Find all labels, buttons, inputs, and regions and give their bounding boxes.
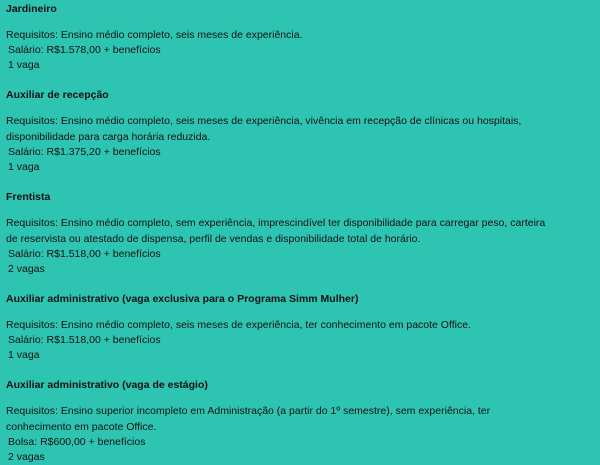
job-listing-auxiliar-administrativo-simm-mulher	[6, 290, 594, 363]
job-title: Frentista	[6, 191, 51, 203]
job-title: Auxiliar de recepção	[6, 89, 109, 101]
job-listing-frentista	[6, 188, 594, 277]
job-requirements: Requisitos: Ensino médio completo, seis meses de experiência.	[6, 29, 303, 41]
job-salary: Bolsa: R$600,00 + benefícios	[8, 436, 146, 448]
job-openings: 1 vaga	[8, 161, 40, 173]
job-title: Auxiliar administrativo (vaga de estágio)	[6, 379, 208, 391]
job-openings: 2 vagas	[8, 263, 45, 275]
job-listing-auxiliar-administrativo-estagio	[6, 376, 594, 465]
job-requirements: Requisitos: Ensino médio completo, seis meses de experiência, vivência em recepção de clínicas ou hospitais, disponibilidade para carga horária reduzida.	[6, 115, 522, 143]
job-requirements: Requisitos: Ensino superior incompleto em Administração (a partir do 1º semestre), sem experiência, ter conhecimento em pacote Office.	[6, 405, 491, 433]
job-title: Jardineiro	[6, 3, 57, 15]
job-salary: Salário: R$1.578,00 + benefícios	[8, 44, 161, 56]
job-openings: 1 vaga	[8, 59, 40, 71]
job-title: Auxiliar administrativo (vaga exclusiva para o Programa Simm Mulher)	[6, 293, 359, 305]
job-salary: Salário: R$1.375,20 + benefícios	[8, 146, 161, 158]
job-salary: Salário: R$1.518,00 + benefícios	[8, 248, 161, 260]
job-listing-auxiliar-recepcao	[6, 86, 594, 175]
job-requirements: Requisitos: Ensino médio completo, seis meses de experiência, ter conhecimento em pacote Office.	[6, 319, 471, 331]
job-openings: 1 vaga	[8, 349, 40, 361]
job-salary: Salário: R$1.518,00 + benefícios	[8, 334, 161, 346]
job-openings: 2 vagas	[8, 451, 45, 463]
job-requirements: Requisitos: Ensino médio completo, sem experiência, imprescindível ter disponibilidade para carregar peso, carteira de reservista ou atestado de dispensa, perfil de vendas e disponibilidade total de horário.	[6, 217, 546, 245]
job-listing-jardineiro	[6, 0, 594, 73]
